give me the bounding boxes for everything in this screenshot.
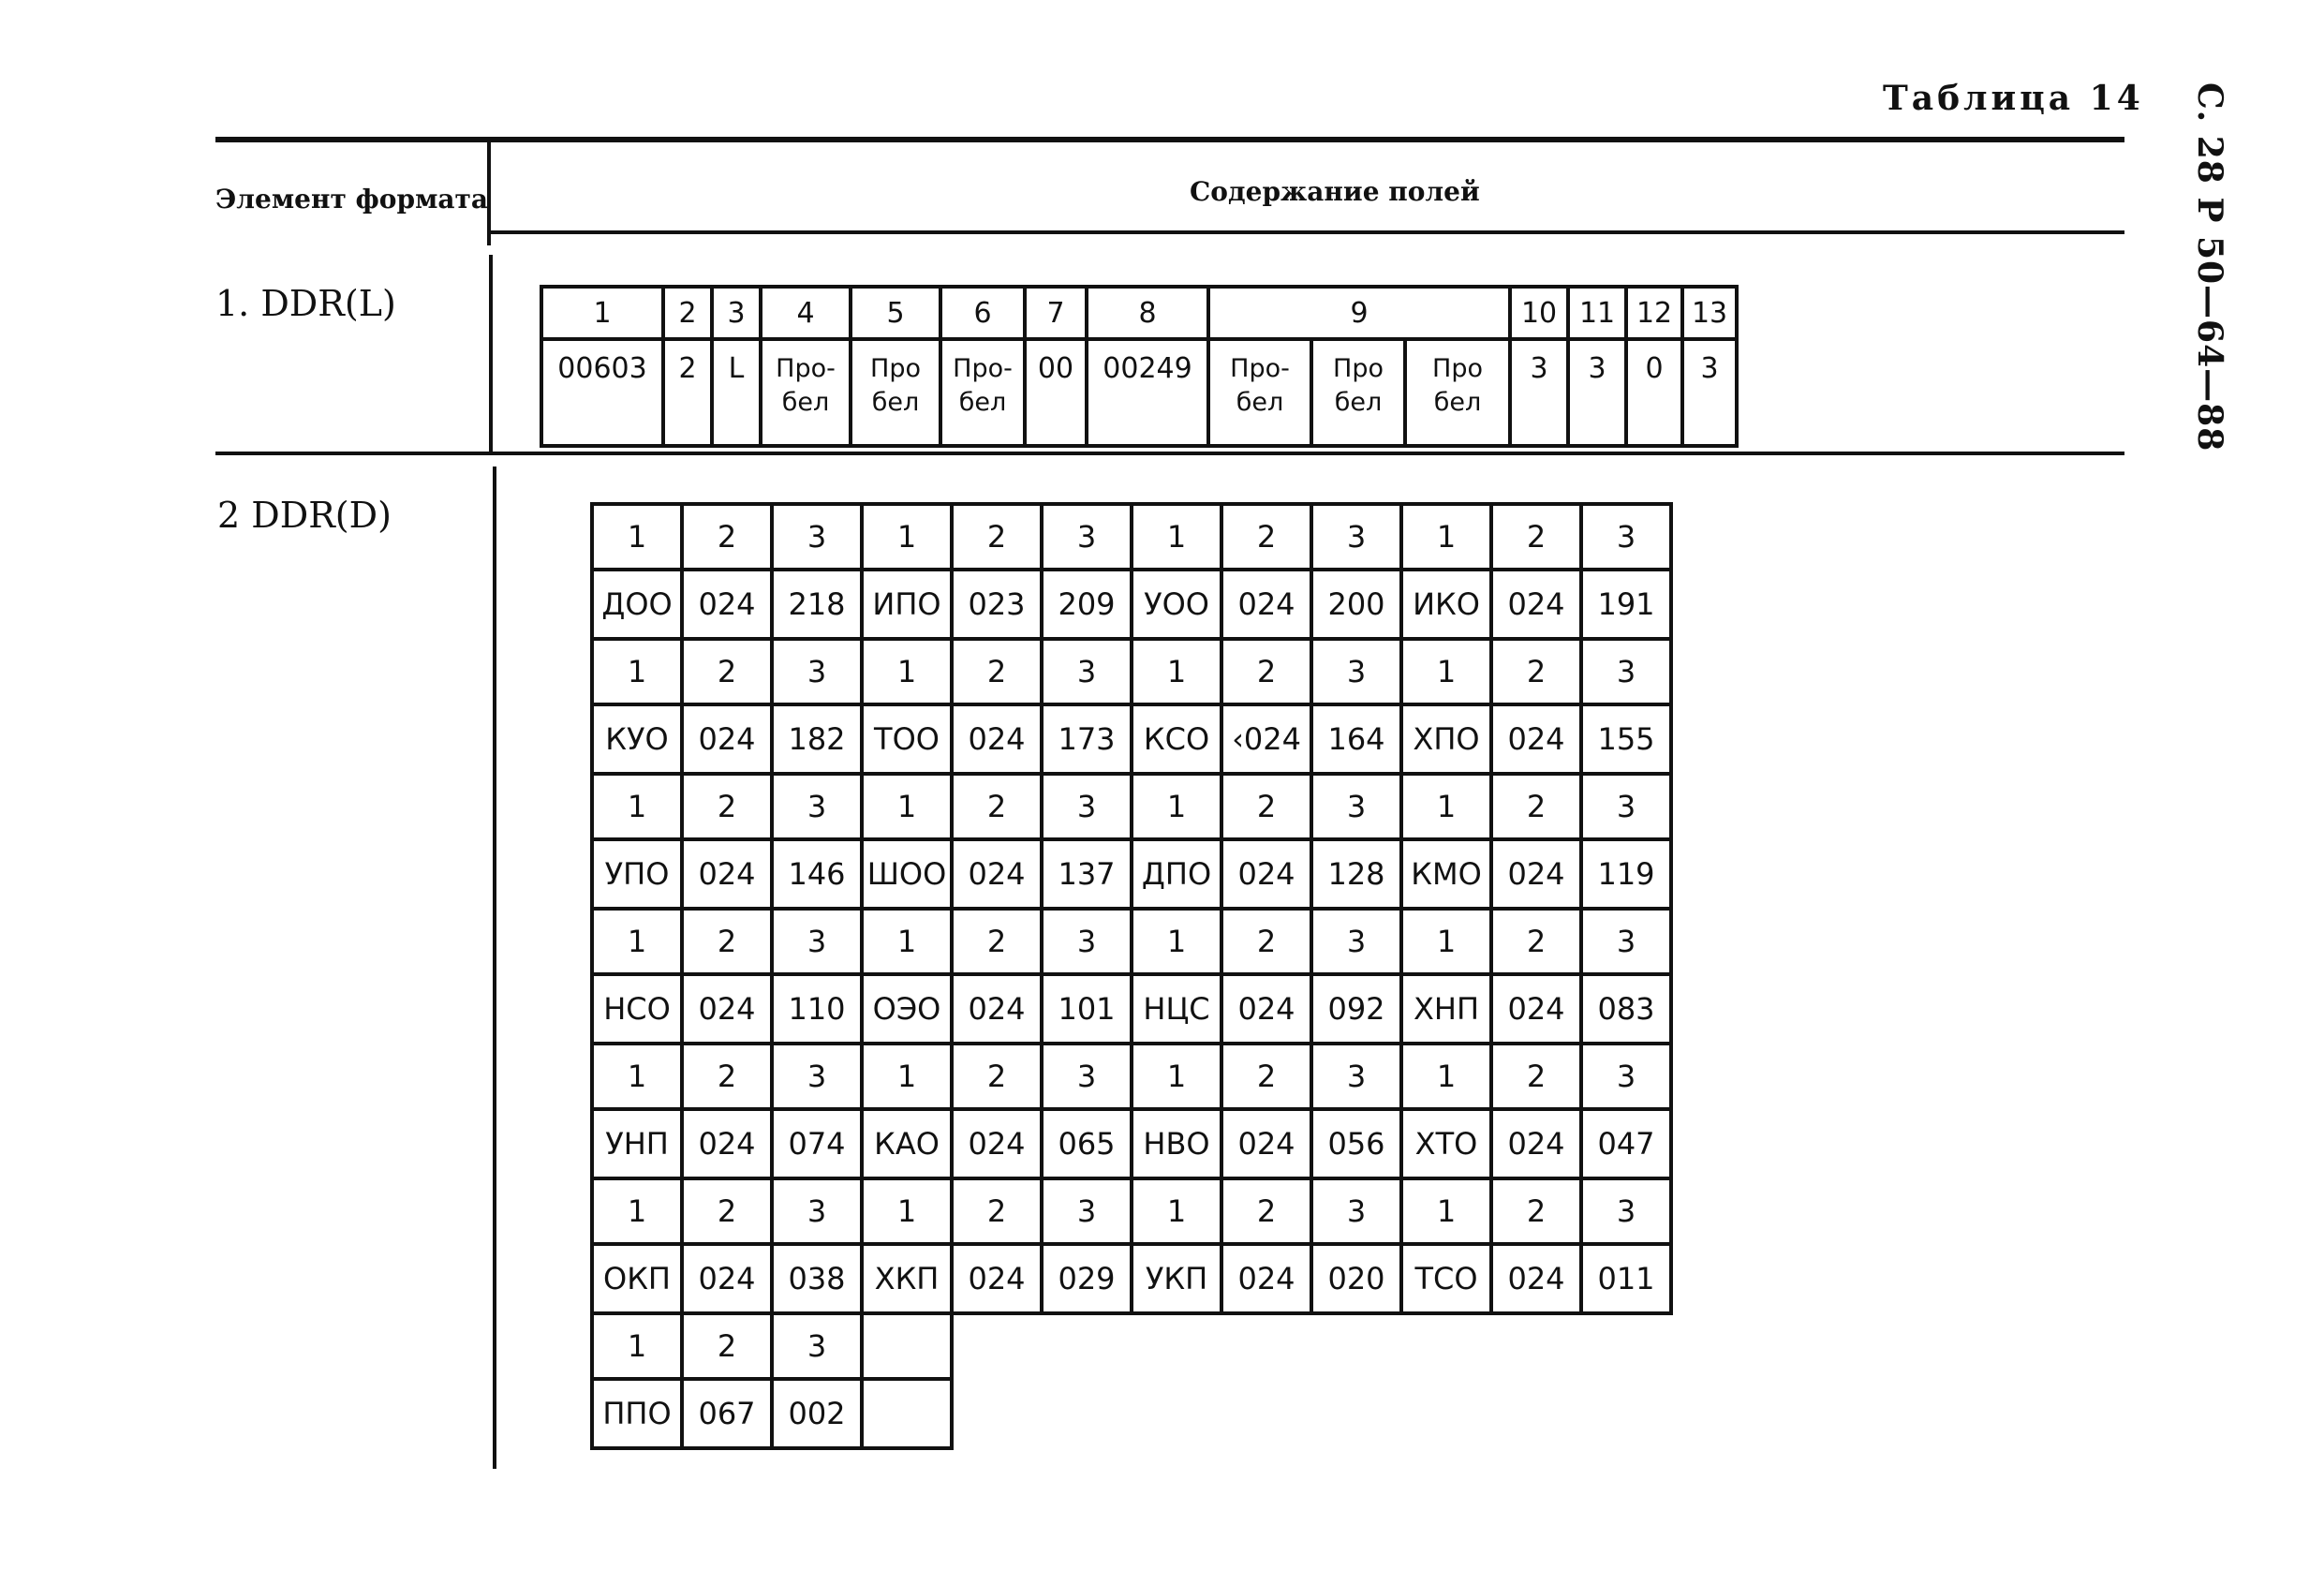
ddr-d-field-value: 023 <box>952 570 1042 639</box>
ddr-d-field-number: 2 <box>952 504 1042 570</box>
blank-area <box>952 1313 1671 1379</box>
ddr-d-field-value: 173 <box>1042 704 1132 774</box>
empty-cell <box>862 1313 952 1379</box>
ddr-d-field-number: 3 <box>1581 774 1671 839</box>
ddr-l-field-value: 0 <box>1626 339 1682 446</box>
ddr-d-field-value: ХТО <box>1401 1109 1491 1178</box>
ddr-d-field-number: 2 <box>682 1313 772 1379</box>
ddr-d-field-number: 3 <box>772 639 862 704</box>
ddr-d-field-value: 067 <box>682 1379 772 1448</box>
ddr-l-value-line: Про <box>1432 354 1483 383</box>
ddr-l-value-line: бел <box>1433 388 1482 417</box>
ddr-d-field-number: 2 <box>1491 909 1581 974</box>
ddr-d-field-number: 1 <box>592 504 682 570</box>
ddr-d-field-value: НВО <box>1132 1109 1221 1178</box>
ddr-d-field-number: 2 <box>952 1178 1042 1244</box>
ddr-d-field-number: 1 <box>592 1178 682 1244</box>
ddr-d-field-value: 024 <box>1491 1109 1581 1178</box>
row-divider <box>215 452 2124 455</box>
ddr-d-field-number: 1 <box>1401 639 1491 704</box>
ddr-d-field-value: 155 <box>1581 704 1671 774</box>
ddr-l-value-line: Про <box>870 354 921 383</box>
ddr-d-field-number: 1 <box>1132 1178 1221 1244</box>
ddr-d-field-value: 024 <box>1491 1244 1581 1313</box>
ddr-d-field-value: ДОО <box>592 570 682 639</box>
ddr-l-value-line: Про- <box>953 354 1013 383</box>
ddr-d-field-value: КСО <box>1132 704 1221 774</box>
ddr-d-row <box>592 1244 1671 1313</box>
ddr-d-field-number: 1 <box>1132 504 1221 570</box>
ddr-d-field-value: ШОО <box>862 839 952 909</box>
ddr-l-field-number: 7 <box>1025 287 1087 339</box>
column-divider-row2 <box>493 467 496 1469</box>
ddr-l-field-value: 3 <box>1510 339 1568 446</box>
ddr-d-field-value: ТОО <box>862 704 952 774</box>
ddr-d-field-number: 1 <box>592 1044 682 1109</box>
ddr-d-field-number: 1 <box>862 504 952 570</box>
ddr-l-field-number: 8 <box>1087 287 1208 339</box>
ddr-l-field-value <box>1311 339 1405 446</box>
ddr-l-field-value <box>851 339 940 446</box>
ddr-l-field-value: L <box>712 339 761 446</box>
ddr-d-field-number: 1 <box>1132 909 1221 974</box>
ddr-d-field-value: 146 <box>772 839 862 909</box>
ddr-d-field-number: 1 <box>592 639 682 704</box>
ddr-d-field-value: 092 <box>1311 974 1401 1044</box>
ddr-d-field-number: 3 <box>1042 1178 1132 1244</box>
ddr-d-field-number: 1 <box>862 1044 952 1109</box>
ddr-d-field-number: 2 <box>952 909 1042 974</box>
ddr-d-field-value: 128 <box>1311 839 1401 909</box>
ddr-d-field-value: 011 <box>1581 1244 1671 1313</box>
ddr-d-field-value: ИПО <box>862 570 952 639</box>
ddr-l-value-line: Про- <box>776 354 836 383</box>
ddr-d-field-number: 3 <box>772 504 862 570</box>
ddr-d-field-value: 024 <box>1491 839 1581 909</box>
ddr-d-field-number: 2 <box>952 639 1042 704</box>
ddr-l-field-value <box>1405 339 1510 446</box>
ddr-d-field-number: 1 <box>1132 1044 1221 1109</box>
ddr-d-field-number: 1 <box>1132 774 1221 839</box>
ddr-d-field-value: 024 <box>1221 1244 1311 1313</box>
ddr-l-value-line: Про <box>1333 354 1384 383</box>
ddr-d-field-number: 2 <box>1221 1178 1311 1244</box>
ddr-d-field-value: УНП <box>592 1109 682 1178</box>
ddr-d-field-number: 3 <box>772 909 862 974</box>
ddr-l-value-line: бел <box>871 388 920 417</box>
ddr-l-value-line: Про- <box>1230 354 1290 383</box>
ddr-d-field-number: 2 <box>1491 1178 1581 1244</box>
ddr-d-row <box>592 909 1671 974</box>
ddr-d-field-number: 2 <box>682 1178 772 1244</box>
ddr-d-field-value: ИКО <box>1401 570 1491 639</box>
row-label-ddr-d: 2 DDR(D) <box>217 495 392 536</box>
ddr-d-field-value: 024 <box>682 1109 772 1178</box>
ddr-d-field-number: 1 <box>862 909 952 974</box>
ddr-d-row <box>592 774 1671 839</box>
ddr-d-field-number: 3 <box>1581 1178 1671 1244</box>
ddr-d-field-value: 038 <box>772 1244 862 1313</box>
ddr-d-field-value: 024 <box>682 704 772 774</box>
ddr-l-field-value: 00 <box>1025 339 1087 446</box>
ddr-d-field-value: КМО <box>1401 839 1491 909</box>
column-header-format-element: Элемент формата <box>215 184 489 215</box>
ddr-d-field-number: 1 <box>1132 639 1221 704</box>
ddr-d-field-value: 137 <box>1042 839 1132 909</box>
ddr-d-field-value: НСО <box>592 974 682 1044</box>
ddr-d-field-value: 024 <box>952 1109 1042 1178</box>
ddr-d-field-number: 3 <box>1311 774 1401 839</box>
ddr-d-field-value: 024 <box>952 1244 1042 1313</box>
ddr-d-field-value: КУО <box>592 704 682 774</box>
ddr-d-row <box>592 974 1671 1044</box>
ddr-d-field-number: 1 <box>592 909 682 974</box>
ddr-d-field-number: 3 <box>1581 909 1671 974</box>
ddr-d-field-number: 2 <box>1221 639 1311 704</box>
ddr-l-field-number: 9 <box>1208 287 1510 339</box>
ddr-l-field-number: 12 <box>1626 287 1682 339</box>
ddr-d-row <box>592 639 1671 704</box>
ddr-d-field-number: 2 <box>1491 639 1581 704</box>
ddr-d-field-value: 024 <box>952 974 1042 1044</box>
ddr-d-field-number: 3 <box>1042 774 1132 839</box>
ddr-d-field-value: 024 <box>1491 570 1581 639</box>
ddr-d-field-value: ХПО <box>1401 704 1491 774</box>
ddr-d-field-number: 1 <box>862 639 952 704</box>
ddr-l-field-number: 5 <box>851 287 940 339</box>
ddr-l-field-value: 00603 <box>541 339 663 446</box>
ddr-d-field-number: 3 <box>1311 1044 1401 1109</box>
ddr-d-field-value: УПО <box>592 839 682 909</box>
ddr-d-field-number: 3 <box>1311 639 1401 704</box>
ddr-l-field-number: 1 <box>541 287 663 339</box>
ddr-d-row <box>592 570 1671 639</box>
ddr-d-field-number: 3 <box>1581 504 1671 570</box>
ddr-d-field-value: 191 <box>1581 570 1671 639</box>
ddr-d-field-value: ОКП <box>592 1244 682 1313</box>
ddr-d-row <box>592 1379 1671 1448</box>
ddr-d-row <box>592 504 1671 570</box>
ddr-d-row <box>592 1109 1671 1178</box>
ddr-d-field-value: 024 <box>682 570 772 639</box>
ddr-l-field-value: 2 <box>663 339 712 446</box>
ddr-d-field-value: 024 <box>1221 570 1311 639</box>
ddr-d-field-number: 3 <box>1581 1044 1671 1109</box>
ddr-d-field-value: 101 <box>1042 974 1132 1044</box>
ddr-d-field-number: 1 <box>592 1313 682 1379</box>
ddr-d-field-number: 2 <box>1491 774 1581 839</box>
ddr-l-table <box>540 285 1739 448</box>
ddr-d-field-number: 1 <box>862 1178 952 1244</box>
ddr-d-field-value: УКП <box>1132 1244 1221 1313</box>
blank-area <box>952 1379 1671 1448</box>
ddr-d-field-value: 200 <box>1311 570 1401 639</box>
ddr-d-field-number: 1 <box>1401 504 1491 570</box>
ddr-d-field-number: 2 <box>1221 774 1311 839</box>
ddr-d-field-number: 3 <box>1311 504 1401 570</box>
ddr-d-field-value: 110 <box>772 974 862 1044</box>
ddr-d-field-value: 029 <box>1042 1244 1132 1313</box>
ddr-d-field-number: 2 <box>682 1044 772 1109</box>
ddr-d-field-value: 002 <box>772 1379 862 1448</box>
ddr-l-value-line: бел <box>1334 388 1383 417</box>
ddr-d-field-value: 119 <box>1581 839 1671 909</box>
ddr-d-field-value: 209 <box>1042 570 1132 639</box>
ddr-d-field-number: 2 <box>1221 504 1311 570</box>
ddr-d-field-value: НЦС <box>1132 974 1221 1044</box>
ddr-d-field-number: 1 <box>1401 909 1491 974</box>
ddr-d-field-value: ХКП <box>862 1244 952 1313</box>
page-code: С. 28 Р 50—64—88 <box>2190 82 2229 452</box>
ddr-d-field-value: ТСО <box>1401 1244 1491 1313</box>
ddr-l-field-value: 00249 <box>1087 339 1208 446</box>
ddr-d-field-number: 1 <box>1401 1044 1491 1109</box>
ddr-d-field-number: 3 <box>772 1313 862 1379</box>
ddr-d-field-value: ОЭО <box>862 974 952 1044</box>
ddr-l-field-number: 3 <box>712 287 761 339</box>
ddr-d-field-value: ДПО <box>1132 839 1221 909</box>
ddr-d-field-value: 047 <box>1581 1109 1671 1178</box>
ddr-l-value-line: бел <box>781 388 830 417</box>
ddr-d-field-value: 020 <box>1311 1244 1401 1313</box>
ddr-d-row <box>592 704 1671 774</box>
ddr-l-field-number: 4 <box>761 287 851 339</box>
top-rule <box>215 137 2124 142</box>
ddr-d-field-number: 2 <box>682 504 772 570</box>
ddr-d-field-value: 024 <box>952 704 1042 774</box>
header-rule <box>487 230 2124 234</box>
ddr-d-field-number: 2 <box>682 774 772 839</box>
ddr-d-table <box>590 502 1673 1450</box>
ddr-d-field-number: 1 <box>592 774 682 839</box>
ddr-d-field-number: 3 <box>1042 909 1132 974</box>
ddr-l-value-line: бел <box>1236 388 1284 417</box>
ddr-d-field-value: УОО <box>1132 570 1221 639</box>
column-header-field-content: Содержание полей <box>1190 176 1480 207</box>
ddr-d-field-value: ХНП <box>1401 974 1491 1044</box>
ddr-d-field-number: 2 <box>682 909 772 974</box>
ddr-d-field-number: 1 <box>1401 774 1491 839</box>
ddr-d-field-number: 1 <box>1401 1178 1491 1244</box>
ddr-d-field-value: 024 <box>1491 704 1581 774</box>
ddr-d-field-number: 2 <box>1221 909 1311 974</box>
ddr-l-field-value: 3 <box>1682 339 1737 446</box>
ddr-l-field-value <box>761 339 851 446</box>
ddr-d-field-number: 3 <box>1042 639 1132 704</box>
ddr-d-field-value: 024 <box>1221 1109 1311 1178</box>
ddr-l-value-line: бел <box>958 388 1007 417</box>
ddr-d-row <box>592 1044 1671 1109</box>
ddr-d-field-value: 218 <box>772 570 862 639</box>
ddr-d-field-number: 2 <box>952 774 1042 839</box>
ddr-d-field-number: 3 <box>1581 639 1671 704</box>
ddr-d-row <box>592 839 1671 909</box>
ddr-d-field-value: 182 <box>772 704 862 774</box>
ddr-d-field-number: 3 <box>1311 1178 1401 1244</box>
ddr-d-field-number: 3 <box>1042 1044 1132 1109</box>
ddr-d-field-value: 074 <box>772 1109 862 1178</box>
empty-cell <box>862 1379 952 1448</box>
row-label-ddr-l: 1. DDR(L) <box>215 283 396 324</box>
ddr-l-field-value: 3 <box>1568 339 1626 446</box>
ddr-d-field-value: 024 <box>682 1244 772 1313</box>
ddr-d-field-value: КАО <box>862 1109 952 1178</box>
ddr-d-field-number: 2 <box>1491 504 1581 570</box>
ddr-l-field-value <box>1208 339 1311 446</box>
table-title: Таблица 14 <box>1883 79 2144 118</box>
ddr-d-row <box>592 1313 1671 1379</box>
ddr-l-field-number: 2 <box>663 287 712 339</box>
ddr-d-field-number: 3 <box>772 774 862 839</box>
column-divider-row1 <box>489 255 493 452</box>
ddr-d-field-value: 024 <box>1221 839 1311 909</box>
ddr-d-field-number: 3 <box>772 1178 862 1244</box>
ddr-d-field-number: 2 <box>682 639 772 704</box>
ddr-d-field-number: 2 <box>952 1044 1042 1109</box>
ddr-d-field-number: 3 <box>772 1044 862 1109</box>
ddr-d-field-number: 1 <box>862 774 952 839</box>
ddr-d-row <box>592 1178 1671 1244</box>
ddr-l-field-number: 11 <box>1568 287 1626 339</box>
ddr-d-field-value: ППО <box>592 1379 682 1448</box>
ddr-l-field-number: 6 <box>940 287 1025 339</box>
ddr-l-field-number: 10 <box>1510 287 1568 339</box>
ddr-d-field-number: 2 <box>1491 1044 1581 1109</box>
ddr-d-field-value: 024 <box>952 839 1042 909</box>
ddr-d-field-number: 2 <box>1221 1044 1311 1109</box>
ddr-d-field-value: 083 <box>1581 974 1671 1044</box>
ddr-d-field-value: 024 <box>682 974 772 1044</box>
ddr-l-field-number: 13 <box>1682 287 1737 339</box>
ddr-l-field-value <box>940 339 1025 446</box>
ddr-d-field-value: 024 <box>1491 974 1581 1044</box>
ddr-d-field-value: 024 <box>682 839 772 909</box>
ddr-d-field-value: 056 <box>1311 1109 1401 1178</box>
ddr-d-field-number: 3 <box>1311 909 1401 974</box>
ddr-d-field-value: 024 <box>1221 974 1311 1044</box>
ddr-d-field-value: 065 <box>1042 1109 1132 1178</box>
ddr-d-field-value: 164 <box>1311 704 1401 774</box>
ddr-d-field-value: ‹024 <box>1221 704 1311 774</box>
ddr-d-field-number: 3 <box>1042 504 1132 570</box>
